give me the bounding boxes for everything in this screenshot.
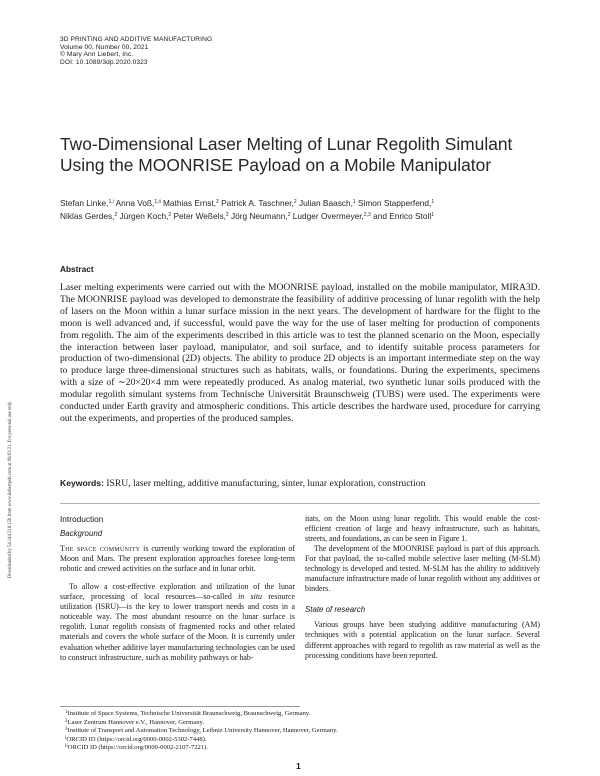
- state-of-research-subheading: State of research: [305, 605, 366, 615]
- intro-paragraph-2-text-a: To allow a cost-effective exploration and utilization of the lunar surface, processing of local resources—so-called: [60, 582, 295, 602]
- footnote-3: [65, 727, 338, 736]
- footnote-text: ORCID ID (https://orcid.org/0000-0002-5302-7448).: [66, 735, 207, 743]
- intro-paragraph-2-text-b: resource utilization (ISRU)—is the key to lower transport needs and costs in a noticeable way. The most abundant resource on the lunar surface is regolith. Lunar regolith consists of fragmented rocks and other related materials and covers the whole surface of the Moon. It is currently under evaluation whether additive layer manufacturing technologies can be used to construct infrastructure, such as mobility pathways or hab-: [60, 592, 295, 662]
- abstract-text: Laser melting experiments were carried out with the MOONRISE payload, installed on the mobile manipulator, MIRA3D. The MOONRISE payload was developed to demonstrate the feasibility of additive processing of lunar regolith with the help of lasers on the Moon within a lunar surface mission in the next years. The development of hardware for the flight to the moon is well advanced and, if successful, would pave the way for the use of laser melting for production of components from regolith. The aim of the experiments described in this article was to test the planned scenario on the Moon, especially the interaction between laser payload, manipulator, and soil surface, and to identify suitable process parameters for production of two-dimensional (2D) objects. The ability to produce 2D objects is an important intermediate step on the way to produce large three-dimensional structures such as habitats, walls, or foundations. During the experiments, specimens with a size of ∼20×20×4 mm were repeatedly produced. As analog material, two synthetic lunar soils produced with the modular regolith simulant systems from Technische Universität Braunschweig (TUBS) were used. The experiments were conducted under Earth gravity and atmospheric conditions. This article describes the hardware used, procedure for carrying out the experiments, and properties of the produced samples.: [60, 282, 540, 424]
- footnote-mark: 2: [65, 718, 68, 724]
- footnotes: [65, 710, 338, 753]
- footnote-orcid-2[interactable]: [65, 744, 338, 753]
- author-affiliation: 1,ii: [154, 199, 161, 205]
- author-name: Peter Weßels,: [171, 211, 226, 221]
- footnote-text: Institute of Transport and Automation Technology, Leibniz University Hannover, Hannover, Germany.: [67, 727, 338, 735]
- author-name: Patrick A. Taschner,: [218, 198, 294, 208]
- author-name: Julian Baasch,: [296, 198, 353, 208]
- author-name: Niklas Gerdes,: [60, 211, 115, 221]
- keywords-text: ISRU, laser melting, additive manufacturing, sinter, lunar exploration, construction: [106, 478, 426, 489]
- footnote-mark: i: [65, 735, 67, 741]
- page-number: 1: [296, 761, 301, 771]
- author-line-2: [60, 210, 434, 223]
- author-name: Stefan Linke,: [60, 198, 109, 208]
- author-name: Simon Stapperfend,: [355, 198, 432, 208]
- footnote-mark: 3: [65, 727, 68, 733]
- footnote-mark: 1: [65, 710, 68, 715]
- state-paragraph-1: Various groups have been studying additive manufacturing (AM) techniques with a potential application on the lunar surface. Several different approaches with regard to regolith as raw material as well as the processing conditions have been reported.: [305, 620, 540, 660]
- author-name: Jürgen Koch,: [117, 211, 169, 221]
- intro-paragraph-3: itats, on the Moon using lunar regolith. This would enable the cost-efficient creation of large and heavy infrastructure, such as habitats, streets, and foundations, as can be seen in Figure 1.: [305, 514, 540, 544]
- article-title: [60, 134, 540, 175]
- author-name: Mathias Ernst,: [160, 198, 217, 208]
- intro-paragraph-1: [60, 544, 295, 574]
- keywords-label: Keywords:: [60, 478, 104, 488]
- section-gap: [305, 594, 540, 605]
- author-affiliation: 2: [293, 199, 297, 205]
- download-side-note-text: Downloaded by 54.144.218.150 from www.liebertpub.com at 09/03/21. For personal use only.: [8, 400, 13, 578]
- footnote-text: Institute of Space Systems, Technische Universität Braunschweig, Braunschweig, Germany.: [67, 710, 311, 717]
- title-line-2: Using the MOONRISE Payload on a Mobile Manipulator: [60, 154, 492, 175]
- abstract-heading: Abstract: [60, 264, 94, 274]
- left-column: [60, 514, 295, 663]
- journal-name: 3D PRINTING AND ADDITIVE MANUFACTURING: [60, 36, 213, 43]
- journal-copyright: © Mary Ann Liebert, Inc.: [60, 51, 134, 59]
- author-line-1: [60, 197, 434, 210]
- footnote-2: [65, 719, 338, 728]
- intro-paragraph-2: [60, 582, 295, 662]
- intro-paragraph-4: The development of the MOONRISE payload is part of this approach. For that payload, the so-called mobile selective laser melting (M-SLM) technology is developed and tested. M-SLM has the ability to additively manufacture infrastructure made of lunar regolith without any additives or binders.: [305, 544, 540, 594]
- author-list: [60, 197, 434, 223]
- download-side-note: [8, 248, 18, 578]
- keywords: [60, 477, 540, 490]
- author-affiliation: 2: [287, 212, 291, 218]
- author-name: Anna Voß,: [113, 198, 155, 208]
- intro-lead-in: The space community: [60, 544, 141, 554]
- author-affiliation: 2,3: [363, 212, 371, 218]
- intro-paragraph-1-text: is currently working toward the exploration of Moon and Mars. The present exploration approaches foresee long-term robotic and crewed activities on the surface and in lunar orbit.: [60, 544, 295, 574]
- journal-doi[interactable]: DOI: 10.1089/3dp.2020.0323: [60, 59, 148, 67]
- footnote-divider: [60, 706, 300, 707]
- background-subheading: Background: [60, 529, 103, 539]
- footnote-1: [65, 710, 338, 719]
- journal-volume: Volume 00, Number 00, 2021: [60, 43, 149, 51]
- author-affiliation: 1,i: [108, 199, 114, 205]
- author-name: and Enrico Stoll: [370, 211, 432, 221]
- author-affiliation: 1: [431, 212, 434, 218]
- journal-header: [60, 36, 212, 67]
- author-name: Jörg Neumann,: [228, 211, 288, 221]
- footnote-text: ORCID ID (https://orcid.org/0000-0002-2107-7221).: [67, 744, 208, 752]
- author-name: Ludger Overmeyer,: [290, 211, 364, 221]
- footnote-mark: ii: [65, 744, 68, 750]
- abstract-body: [60, 282, 540, 425]
- author-affiliation: 1: [352, 199, 356, 205]
- right-column: [305, 514, 540, 661]
- intro-paragraph-2-italic: in situ: [238, 592, 262, 602]
- author-affiliation: 2: [216, 199, 219, 205]
- footnote-text: Laser Zentrum Hannover e.V., Hannover, Germany.: [67, 718, 205, 726]
- footnote-orcid-1[interactable]: [65, 736, 338, 745]
- title-line-1: Two-Dimensional Laser Melting of Lunar Regolith Simulant: [60, 134, 513, 154]
- section-divider: [60, 503, 540, 504]
- author-affiliation: 1: [431, 199, 435, 205]
- introduction-heading: Introduction: [60, 514, 104, 524]
- paragraph-gap: [60, 574, 295, 582]
- author-affiliation: 2: [114, 212, 118, 218]
- author-affiliation: 2: [225, 212, 229, 218]
- author-affiliation: 2: [168, 212, 172, 218]
